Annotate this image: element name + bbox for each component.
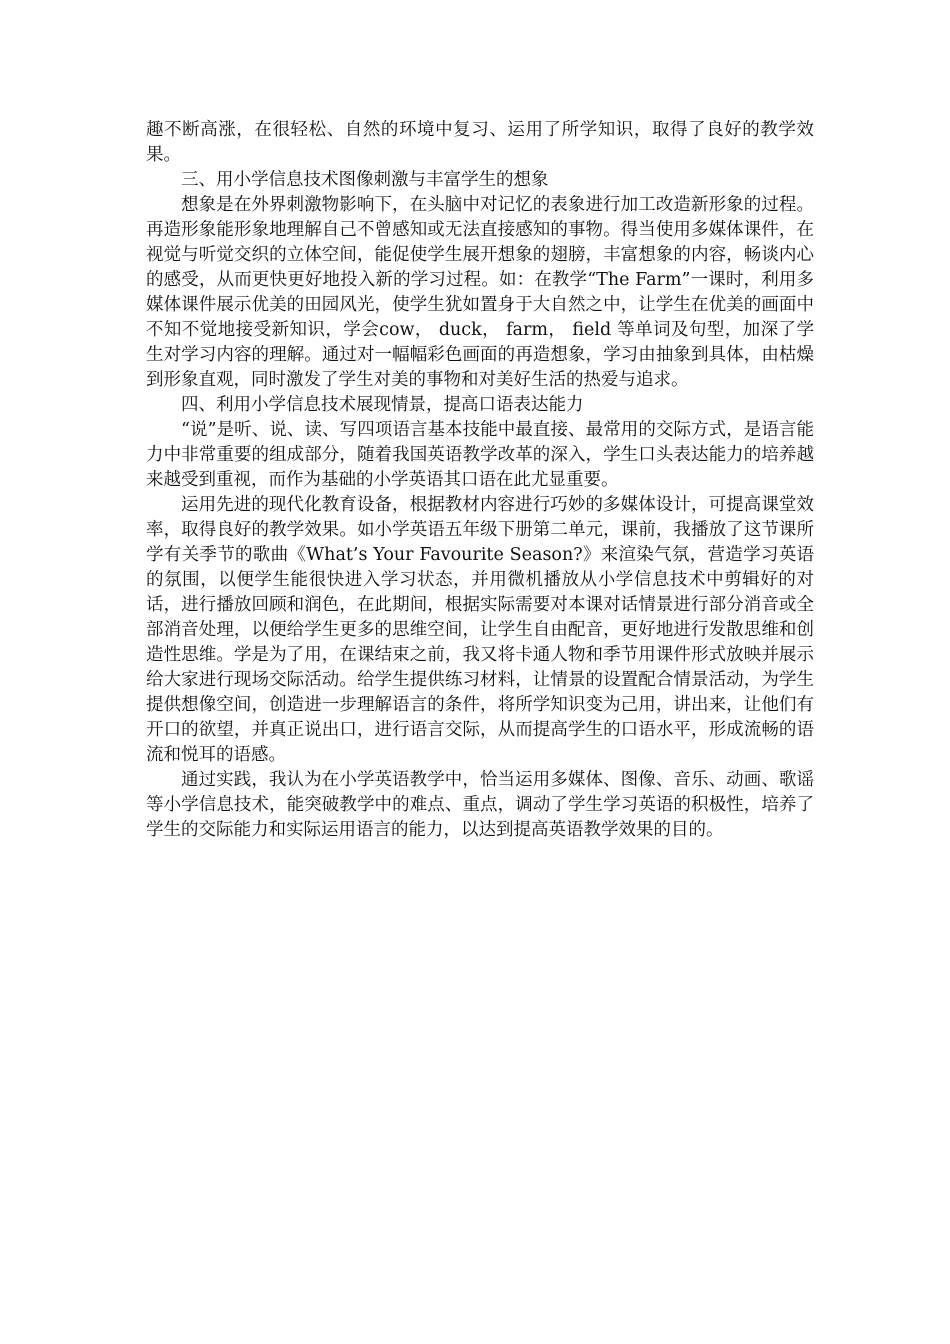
- paragraph-imagination: 想象是在外界刺激物影响下，在头脑中对记忆的表象进行加工改造新形象的过程。再造形象能形象地理解自己不曾感知或无法直接感知的事物。得当使用多媒体课件，在视觉与听觉交织的立体空间，能促使学生展开想象的翅膀，丰富想象的内容，畅谈内心的感受，从而更快更好地投入新的学习过程。如：在教学“The Farm”一课时，利用多媒体课件展示优美的田园风光，使学生犹如置身于大自然之中，让学生在优美的画面中不知不觉地接受新知识，学会cow， duck， farm， field 等单词及句型，加深了学生对学习内容的理解。通过对一幅幅彩色画面的再造想象，学习由抽象到具体，由枯燥到形象直观，同时激发了学生对美的事物和对美好生活的热爱与追求。: [146, 195, 814, 390]
- paragraph-conclusion: 通过实践，我认为在小学英语教学中，恰当运用多媒体、图像、音乐、动画、歌谣等小学信息技术，能突破教学中的难点、重点，调动了学生学习英语的积极性，培养了学生的交际能力和实际运用语言的能力，以达到提高英语教学效果的目的。: [146, 770, 814, 840]
- paragraph-multimedia-design: 运用先进的现代化教育设备，根据教材内容进行巧妙的多媒体设计，可提高课堂效率，取得良好的教学效果。如小学英语五年级下册第二单元，课前，我播放了这节课所学有关季节的歌曲《What’s Your Favourite Season?》来渲染气氛，营造学习英语的氛围，以便学生能很快进入学习状态，并用微机播放从小学信息技术中剪辑好的对话，进行播放回顾和润色，在此期间，根据实际需要对本课对话情景进行部分消音或全部消音处理，以便给学生更多的思维空间，让学生自由配音，更好地进行发散思维和创造性思维。学是为了用，在课结束之前，我又将卡通人物和季节用课件形式放映并展示给大家进行现场交际活动。给学生提供练习材料，让情景的设置配合情景活动，为学生提供想像空间，创造进一步理解语言的条件，将所学知识变为己用，讲出来，让他们有开口的欲望，并真正说出口，进行语言交际，从而提高学生的口语水平，形成流畅的语流和悦耳的语感。: [146, 495, 814, 765]
- paragraph-speaking: “说”是听、说、读、写四项语言基本技能中最直接、最常用的交际方式，是语言能力中非常重要的组成部分，随着我国英语教学改革的深入，学生口头表达能力的培养越来越受到重视，而作为基础的小学英语其口语在此尤显重要。: [146, 420, 814, 490]
- section-heading-4: 四、利用小学信息技术展现情景，提高口语表达能力: [181, 395, 584, 415]
- document-body: [146, 118, 814, 843]
- paragraph-continuation: 趣不断高涨，在很轻松、自然的环境中复习、运用了所学知识，取得了良好的教学效果。: [146, 120, 814, 165]
- section-heading-3: 三、用小学信息技术图像刺激与丰富学生的想象: [181, 170, 549, 190]
